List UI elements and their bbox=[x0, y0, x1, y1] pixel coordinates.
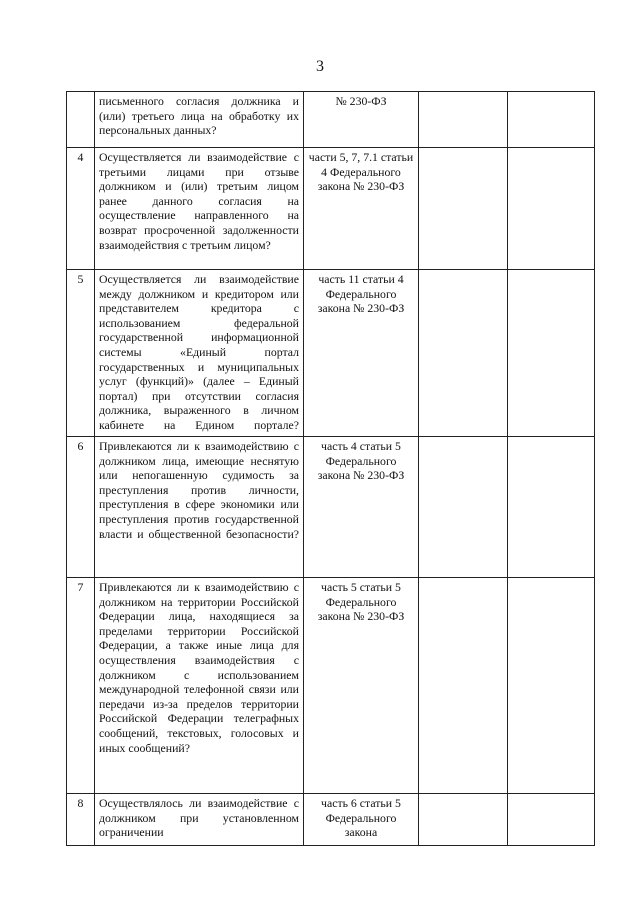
question-text: Привлекаются ли к взаимодействию с должником лица, имеющие неснятую или непогашенную судимость за преступления против личности, преступления в сфере экономики или преступления против государственной власти и общественной безопасности? bbox=[99, 439, 299, 541]
answer-cell bbox=[419, 437, 508, 578]
question-text: Осуществлялось ли взаимодействие с должником при установленном ограничении bbox=[99, 796, 299, 840]
table-row bbox=[67, 794, 595, 846]
law-reference: часть 11 статьи 4 Федерального закона № 230-ФЗ bbox=[304, 270, 419, 437]
answer-cell bbox=[419, 92, 508, 148]
answer-cell bbox=[419, 794, 508, 846]
law-reference: часть 6 статьи 5 Федерального закона bbox=[304, 794, 419, 846]
row-number: 7 bbox=[67, 578, 95, 794]
law-reference: часть 4 статьи 5 Федерального закона № 230-ФЗ bbox=[304, 437, 419, 578]
note-cell bbox=[508, 148, 595, 270]
row-number: 4 bbox=[67, 148, 95, 270]
row-number: 8 bbox=[67, 794, 95, 846]
note-cell bbox=[508, 92, 595, 148]
row-number: 6 bbox=[67, 437, 95, 578]
answer-cell bbox=[419, 270, 508, 437]
note-cell bbox=[508, 437, 595, 578]
row-number: 5 bbox=[67, 270, 95, 437]
question-cell bbox=[95, 148, 304, 270]
law-reference: части 5, 7, 7.1 статьи 4 Федерального закона № 230-ФЗ bbox=[304, 148, 419, 270]
row-number bbox=[67, 92, 95, 148]
question-cell bbox=[95, 92, 304, 148]
note-cell bbox=[508, 578, 595, 794]
law-reference: № 230-ФЗ bbox=[304, 92, 419, 148]
table-row bbox=[67, 578, 595, 794]
page-number: 3 bbox=[316, 58, 324, 75]
question-cell bbox=[95, 578, 304, 794]
checklist-table bbox=[66, 91, 595, 846]
question-text: письменного согласия должника и (или) третьего лица на обработку их персональных данных? bbox=[99, 94, 299, 138]
note-cell bbox=[508, 270, 595, 437]
question-cell bbox=[95, 437, 304, 578]
answer-cell bbox=[419, 148, 508, 270]
question-text: Осуществляется ли взаимодействие с третьими лицами при отзыве должником и (или) третьим лицом ранее данного согласия на осуществление направленного на возврат просроченной задолженности взаимодействия с третьим лицом? bbox=[99, 150, 299, 252]
question-cell bbox=[95, 794, 304, 846]
question-text: Осуществляется ли взаимодействие между должником и кредитором или представителем кредитора с использованием федеральной государственной информационной системы «Единый портал государственных и муниципальных услуг (функций)» (далее – Единый портал) при отсутствии согласия должника, выраженного в личном кабинете на Едином портале? bbox=[99, 272, 299, 432]
table-row bbox=[67, 270, 595, 437]
table-row bbox=[67, 148, 595, 270]
question-cell bbox=[95, 270, 304, 437]
law-reference: часть 5 статьи 5 Федерального закона № 230-ФЗ bbox=[304, 578, 419, 794]
question-text: Привлекаются ли к взаимодействию с должником на территории Российской Федерации лица, находящиеся за пределами территории Российской Федерации, а также иные лица для осуществления взаимодействия с должником с использованием международной телефонной связи или передачи из-за пределов территории Российской Федерации телеграфных сообщений, текстовых, голосовых и иных сообщений? bbox=[99, 580, 299, 755]
answer-cell bbox=[419, 578, 508, 794]
note-cell bbox=[508, 794, 595, 846]
table-row bbox=[67, 92, 595, 148]
table-row bbox=[67, 437, 595, 578]
